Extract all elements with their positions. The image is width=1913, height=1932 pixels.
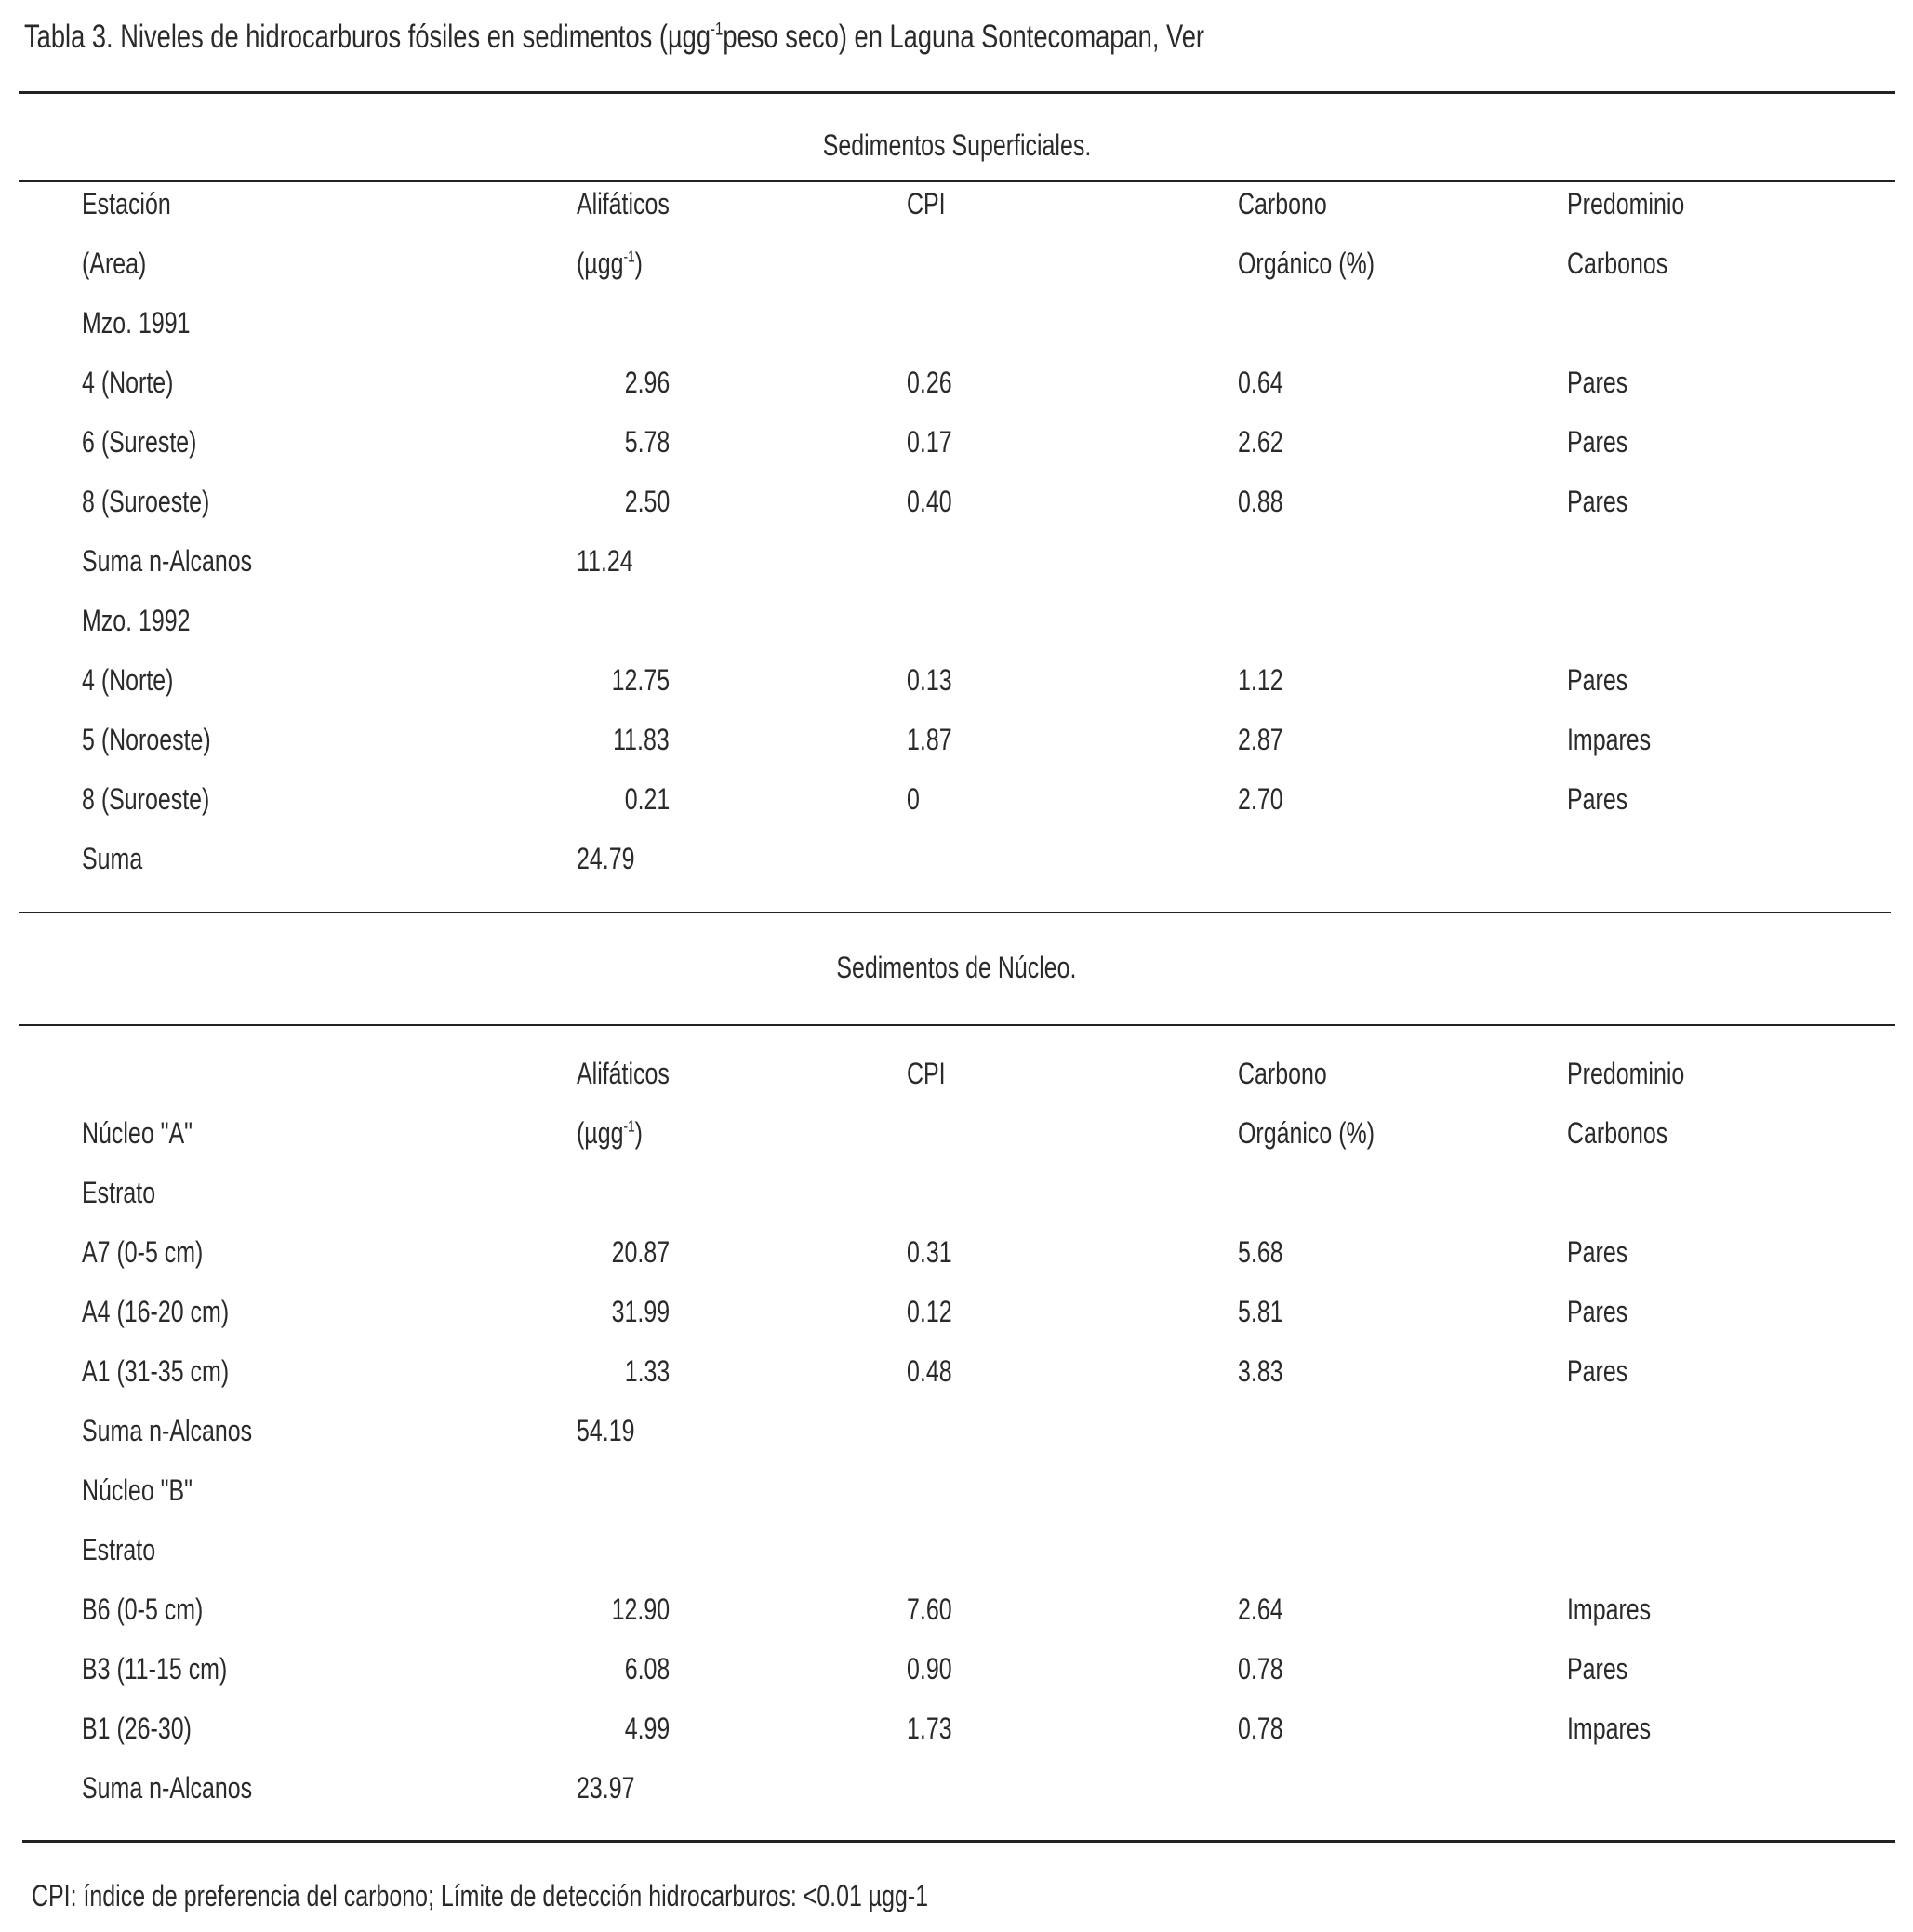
table-cell-c5: Pares xyxy=(1567,663,1628,697)
table-row: 8 (Suroeste) 0.21 0 2.70 Pares xyxy=(0,769,1913,829)
header-row-2-nucleo xyxy=(0,1103,1913,1163)
table-cell-c1: 8 (Suroeste) xyxy=(82,485,210,518)
table-cell-c5: Pares xyxy=(1567,366,1628,399)
table-cell-c4: 0.88 xyxy=(1238,485,1283,518)
table-cell-c5: Pares xyxy=(1567,425,1628,459)
header-cpi-nucleo: CPI xyxy=(907,1057,946,1090)
table-cell-c1: 4 (Norte) xyxy=(82,366,174,399)
table-cell-c3: 0.13 xyxy=(907,663,952,697)
header-predominio: Predominio xyxy=(1567,187,1685,220)
table-cell-c4: 2.62 xyxy=(1238,425,1283,459)
table-row: A4 (16-20 cm) 31.99 0.12 5.81 Pares xyxy=(0,1282,1913,1341)
table-row xyxy=(0,1401,1913,1460)
table-cell-c3: 0.31 xyxy=(907,1235,952,1269)
header-nucleo-a: Núcleo "A" xyxy=(82,1116,193,1150)
table-cell-c4: 5.81 xyxy=(1238,1295,1283,1328)
table-title-sup: -1 xyxy=(711,20,724,40)
section-title-superficiales: Sedimentos Superficiales. xyxy=(822,128,1091,162)
table-title-suffix: peso seco) en Laguna Sontecomapan, Ver xyxy=(723,19,1204,55)
header-carbonos: Carbonos xyxy=(1567,246,1668,280)
table-cell-c4: 3.83 xyxy=(1238,1354,1283,1388)
table-row xyxy=(0,1163,1913,1222)
table-row xyxy=(0,591,1913,650)
table-cell-c3: 0.17 xyxy=(907,425,952,459)
table-cell-c1: A4 (16-20 cm) xyxy=(82,1295,230,1328)
table-cell-c1: Mzo. 1991 xyxy=(82,306,191,340)
table-cell-c1: Suma xyxy=(82,842,143,875)
header-area: (Area) xyxy=(82,246,147,280)
table-cell-c2: 24.79 xyxy=(577,842,635,875)
table-cell-c3: 1.87 xyxy=(907,723,952,756)
header-estacion: Estación xyxy=(82,187,171,220)
header-row-1-superficiales xyxy=(0,174,1913,233)
table-cell-c1: B1 (26-30) xyxy=(82,1712,192,1745)
table-row: 8 (Suroeste) 2.50 0.40 0.88 Pares xyxy=(0,472,1913,531)
table-cell-c5: Pares xyxy=(1567,1652,1628,1686)
table-cell-c1: 8 (Suroeste) xyxy=(82,782,210,816)
table-row xyxy=(0,1460,1913,1520)
top-rule xyxy=(19,91,1895,94)
table-cell-c3: 0.12 xyxy=(907,1295,952,1328)
section-rule-nucleo xyxy=(19,1024,1895,1026)
table-cell-c1: 6 (Sureste) xyxy=(82,425,197,459)
table-cell-c4: 0.78 xyxy=(1238,1652,1283,1686)
section-title-nucleo: Sedimentos de Núcleo. xyxy=(836,951,1077,984)
table-cell-c2: 23.97 xyxy=(577,1771,635,1805)
table-row: A7 (0-5 cm) 20.87 0.31 5.68 Pares xyxy=(0,1222,1913,1282)
footnote: CPI: índice de preferencia del carbono; Límite de detección hidrocarburos: <0.01 µgg-1 xyxy=(32,1879,929,1912)
table-row: 4 (Norte) 2.96 0.26 0.64 Pares xyxy=(0,353,1913,412)
table-row: A1 (31-35 cm) 1.33 0.48 3.83 Pares xyxy=(0,1341,1913,1401)
table-cell-c4: 0.64 xyxy=(1238,366,1283,399)
table-cell-c3: 7.60 xyxy=(907,1592,952,1626)
table-cell-c1: Estrato xyxy=(82,1176,156,1209)
table-cell-c1: Suma n-Alcanos xyxy=(82,1771,253,1805)
table-cell-c5: Impares xyxy=(1567,723,1652,756)
header-carbono-nucleo: Carbono xyxy=(1238,1057,1327,1090)
table-cell-c1: 5 (Noroeste) xyxy=(82,723,211,756)
header-alifaticos-nucleo: Alifáticos xyxy=(577,1057,670,1090)
table-title xyxy=(24,13,1537,61)
table-cell-c4: 5.68 xyxy=(1238,1235,1283,1269)
header-row-1-nucleo xyxy=(0,1044,1913,1103)
table-cell-c5: Pares xyxy=(1567,1295,1628,1328)
table-title-prefix: Tabla 3. Niveles de hidrocarburos fósiles en sedimentos (µgg xyxy=(24,19,711,55)
header-predominio-nucleo: Predominio xyxy=(1567,1057,1685,1090)
table-cell-c1: Suma n-Alcanos xyxy=(82,1414,253,1447)
header-carbonos-nucleo: Carbonos xyxy=(1567,1116,1668,1150)
table-cell-c1: B6 (0-5 cm) xyxy=(82,1592,204,1626)
table-cell-c1: 4 (Norte) xyxy=(82,663,174,697)
table-cell-c3: 0 xyxy=(907,782,920,816)
table-cell-c2: 54.19 xyxy=(577,1414,635,1447)
table-cell-c4: 0.78 xyxy=(1238,1712,1283,1745)
table-cell-c4: 1.12 xyxy=(1238,663,1283,697)
table-cell-c3: 0.48 xyxy=(907,1354,952,1388)
table-cell-c5: Pares xyxy=(1567,1354,1628,1388)
header-organico-nucleo: Orgánico (%) xyxy=(1238,1116,1375,1150)
table-row xyxy=(0,1520,1913,1579)
table-cell-c5: Pares xyxy=(1567,1235,1628,1269)
table-cell-c1: Suma n-Alcanos xyxy=(82,544,253,578)
table-cell-c3: 0.26 xyxy=(907,366,952,399)
table-row: 4 (Norte) 12.75 0.13 1.12 Pares xyxy=(0,650,1913,710)
table-row xyxy=(0,531,1913,591)
header-alifaticos: Alifáticos xyxy=(577,187,670,220)
table-cell-c4: 2.87 xyxy=(1238,723,1283,756)
header-carbono: Carbono xyxy=(1238,187,1327,220)
table-cell-c1: A7 (0-5 cm) xyxy=(82,1235,204,1269)
table-cell-c1: Mzo. 1992 xyxy=(82,604,191,637)
table-row xyxy=(0,1758,1913,1818)
header-row-2-superficiales xyxy=(0,233,1913,293)
header-units-nucleo: (µgg$^{-1}$) xyxy=(577,1116,643,1150)
header-organico: Orgánico (%) xyxy=(1238,246,1375,280)
table-cell-c3: 1.73 xyxy=(907,1712,952,1745)
table-cell-c5: Pares xyxy=(1567,782,1628,816)
table-cell-c1: Núcleo "B" xyxy=(82,1473,193,1507)
table-cell-c1: A1 (31-35 cm) xyxy=(82,1354,230,1388)
table-row: B3 (11-15 cm) 6.08 0.90 0.78 Pares xyxy=(0,1639,1913,1699)
table-cell-c3: 0.40 xyxy=(907,485,952,518)
table-row: B6 (0-5 cm) 12.90 7.60 2.64 Impares xyxy=(0,1579,1913,1639)
bottom-rule xyxy=(22,1840,1895,1843)
table-cell-c3: 0.90 xyxy=(907,1652,952,1686)
table-row: B1 (26-30) 4.99 1.73 0.78 Impares xyxy=(0,1699,1913,1758)
table-cell-c5: Impares xyxy=(1567,1592,1652,1626)
table-cell-c4: 2.64 xyxy=(1238,1592,1283,1626)
table-row xyxy=(0,829,1913,888)
header-cpi: CPI xyxy=(907,187,946,220)
table-cell-c5: Impares xyxy=(1567,1712,1652,1745)
section-rule-mid xyxy=(19,912,1891,913)
table-cell-c5: Pares xyxy=(1567,485,1628,518)
table-cell-c1: Estrato xyxy=(82,1533,156,1566)
table-cell-c2: 11.24 xyxy=(577,544,633,578)
table-row: 5 (Noroeste) 11.83 1.87 2.87 Impares xyxy=(0,710,1913,769)
table-cell-c1: B3 (11-15 cm) xyxy=(82,1652,228,1686)
header-units: (µgg$^{-1}$) xyxy=(577,246,643,280)
table-row xyxy=(0,293,1913,353)
table-row: 6 (Sureste) 5.78 0.17 2.62 Pares xyxy=(0,412,1913,472)
table-cell-c4: 2.70 xyxy=(1238,782,1283,816)
